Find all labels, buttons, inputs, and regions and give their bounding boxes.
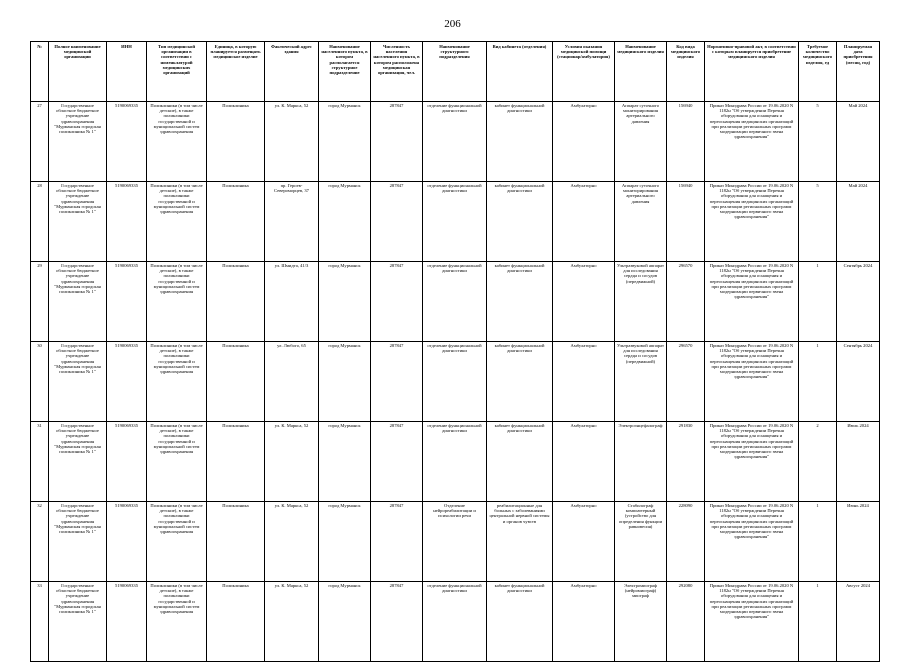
department: отделение функциональной диагностики	[423, 262, 487, 342]
quantity: 1	[799, 582, 837, 662]
population: 287847	[371, 102, 423, 182]
header-cell: Наименование структурного подразделения	[423, 42, 487, 102]
device-code: 296570	[667, 342, 705, 422]
header-cell: Нормативно-правовой акт, в соответствии с которым планируется приобретение медицинского изделия	[705, 42, 799, 102]
quantity: 5	[799, 102, 837, 182]
row-number: 33	[31, 582, 49, 662]
quantity: 1	[799, 262, 837, 342]
care-conditions: Амбулаторно	[553, 102, 615, 182]
table-row	[31, 342, 880, 422]
settlement: город Мурманск	[319, 182, 371, 262]
header-cell: Планируемая дата приобретения (месяц, год)	[837, 42, 880, 102]
header-cell: Тип медицинской организации в соответствии с номенклатурой медицинских организаций	[147, 42, 207, 102]
table-row	[31, 502, 880, 582]
placement-unit: Поликлиника	[207, 182, 265, 262]
inn: 5190069335	[107, 182, 147, 262]
device-name: Аппарат суточного мониторирования артериального давления	[615, 182, 667, 262]
department: отделение функциональной диагностики	[423, 342, 487, 422]
care-conditions: Амбулаторно	[553, 582, 615, 662]
purchase-date: Май 2024	[837, 102, 880, 182]
device-code: 228090	[667, 502, 705, 582]
purchase-date: Июль 2024	[837, 422, 880, 502]
legal-act: Приказ Минздрава России от 19.06.2020 N 1182н "Об утверждении Перечня оборудования для оснащения и переоснащения медицинских организаций при реализации региональных программ модернизации первичного звена здравоохранения"	[705, 102, 799, 182]
address: ул. Любого, 65	[265, 342, 319, 422]
population: 287847	[371, 422, 423, 502]
settlement: город Мурманск	[319, 582, 371, 662]
device-name: Ультразвуковой аппарат для исследования сердца и сосудов (передвижной)	[615, 342, 667, 422]
care-conditions: Амбулаторно	[553, 342, 615, 422]
row-number: 31	[31, 422, 49, 502]
table-header-row	[31, 42, 880, 102]
care-conditions: Амбулаторно	[553, 422, 615, 502]
population: 287847	[371, 182, 423, 262]
cabinet-type: кабинет функциональной диагностики	[487, 182, 553, 262]
inn: 5190069335	[107, 582, 147, 662]
organization-type: Поликлиники (в том числе детские), в также поликлиники государственной и муниципальной систем здравоохранения	[147, 102, 207, 182]
header-cell: Численность населения населенного пункта, в котором расположена медицинская организация, чел.	[371, 42, 423, 102]
header-cell: Вид кабинета (отделения)	[487, 42, 553, 102]
organization-type: Поликлиники (в том числе детские), в также поликлиники государственной и муниципальной систем здравоохранения	[147, 422, 207, 502]
header-cell: Наименование медицинского изделия	[615, 42, 667, 102]
device-code: 296570	[667, 262, 705, 342]
inn: 5190069335	[107, 102, 147, 182]
purchase-date: Сентябрь 2024	[837, 342, 880, 422]
row-number: 27	[31, 102, 49, 182]
organization-type: Поликлиники (в том числе детские), в также поликлиники государственной и муниципальной систем здравоохранения	[147, 262, 207, 342]
population: 287847	[371, 342, 423, 422]
header-cell: Полное наименование медицинской организации	[49, 42, 107, 102]
header-cell: Наименование населенного пункта, в котором располагается структурное подразделение	[319, 42, 371, 102]
table-row	[31, 582, 880, 662]
address: ул. К. Маркса, 52	[265, 422, 319, 502]
organization-name: Государственное областное бюджетное учреждение здравоохранения "Мурманская городская поликлиника № 1"	[49, 502, 107, 582]
legal-act: Приказ Минздрава России от 19.06.2020 N 1182н "Об утверждении Перечня оборудования для оснащения и переоснащения медицинских организаций при реализации региональных программ модернизации первичного звена здравоохранения"	[705, 582, 799, 662]
purchase-date: Август 2024	[837, 582, 880, 662]
placement-unit: Поликлиника	[207, 262, 265, 342]
organization-name: Государственное областное бюджетное учреждение здравоохранения "Мурманская городская поликлиника № 1"	[49, 262, 107, 342]
device-code: 291830	[667, 422, 705, 502]
placement-unit: Поликлиника	[207, 582, 265, 662]
quantity: 5	[799, 182, 837, 262]
header-cell: Требуемое количество медицинского изделия, ед	[799, 42, 837, 102]
organization-type: Поликлиники (в том числе детские), в также поликлиники государственной и муниципальной систем здравоохранения	[147, 502, 207, 582]
address: ул. К. Маркса, 52	[265, 102, 319, 182]
header-cell: №	[31, 42, 49, 102]
population: 287847	[371, 582, 423, 662]
organization-type: Поликлиники (в том числе детские), в также поликлиники государственной и муниципальной систем здравоохранения	[147, 182, 207, 262]
settlement: город Мурманск	[319, 262, 371, 342]
purchase-date: Сентябрь 2024	[837, 262, 880, 342]
quantity: 1	[799, 342, 837, 422]
header-cell: ИНН	[107, 42, 147, 102]
table-row	[31, 262, 880, 342]
device-name: Электромиограф (нейромиограф) миограф	[615, 582, 667, 662]
legal-act: Приказ Минздрава России от 19.06.2020 N 1182н "Об утверждении Перечня оборудования для оснащения и переоснащения медицинских организаций при реализации региональных программ модернизации первичного звена здравоохранения"	[705, 182, 799, 262]
address: ул. К. Маркса, 52	[265, 502, 319, 582]
row-number: 30	[31, 342, 49, 422]
device-name: Стабилограф компьютерный (устройство для определения функции равновесия)	[615, 502, 667, 582]
organization-type: Поликлиники (в том числе детские), в также поликлиники государственной и муниципальной систем здравоохранения	[147, 582, 207, 662]
organization-name: Государственное областное бюджетное учреждение здравоохранения "Мурманская городская поликлиника № 1"	[49, 102, 107, 182]
device-name: Аппарат суточного мониторирования артериального давления	[615, 102, 667, 182]
department: отделение функциональной диагностики	[423, 422, 487, 502]
device-code: 292080	[667, 582, 705, 662]
address: пр. Героев-Североморцев, 37	[265, 182, 319, 262]
settlement: город Мурманск	[319, 502, 371, 582]
placement-unit: Поликлиника	[207, 102, 265, 182]
quantity: 1	[799, 502, 837, 582]
legal-act: Приказ Минздрава России от 19.06.2020 N 1182н "Об утверждении Перечня оборудования для оснащения и переоснащения медицинских организаций при реализации региональных программ модернизации первичного звена здравоохранения"	[705, 502, 799, 582]
settlement: город Мурманск	[319, 342, 371, 422]
inn: 5190069335	[107, 262, 147, 342]
cabinet-type: реабилитационные для больных с заболеваниями центральной нервной системы и органов чувств	[487, 502, 553, 582]
purchase-date: Июнь 2024	[837, 502, 880, 582]
address: ул. К. Маркса, 52	[265, 582, 319, 662]
device-code: 156940	[667, 182, 705, 262]
table-row	[31, 102, 880, 182]
department: отделение функциональной диагностики	[423, 182, 487, 262]
settlement: город Мурманск	[319, 422, 371, 502]
row-number: 28	[31, 182, 49, 262]
device-name: Ультразвуковой аппарат для исследования сердца и сосудов (передвижной)	[615, 262, 667, 342]
department: отделение функциональной диагностики	[423, 582, 487, 662]
table-row	[31, 182, 880, 262]
cabinet-type: кабинет функциональной диагностики	[487, 102, 553, 182]
placement-unit: Поликлиника	[207, 342, 265, 422]
population: 287847	[371, 262, 423, 342]
inn: 5190069335	[107, 422, 147, 502]
device-code: 156940	[667, 102, 705, 182]
equipment-table	[30, 41, 880, 662]
legal-act: Приказ Минздрава России от 19.06.2020 N 1182н "Об утверждении Перечня оборудования для оснащения и переоснащения медицинских организаций при реализации региональных программ модернизации первичного звена здравоохранения"	[705, 422, 799, 502]
organization-name: Государственное областное бюджетное учреждение здравоохранения "Мурманская городская поликлиника № 1"	[49, 182, 107, 262]
legal-act: Приказ Минздрава России от 19.06.2020 N 1182н "Об утверждении Перечня оборудования для оснащения и переоснащения медицинских организаций при реализации региональных программ модернизации первичного звена здравоохранения"	[705, 262, 799, 342]
organization-type: Поликлиники (в том числе детские), в также поликлиники государственной и муниципальной систем здравоохранения	[147, 342, 207, 422]
cabinet-type: кабинет функциональной диагностики	[487, 422, 553, 502]
device-name: Электроэнцефалограф	[615, 422, 667, 502]
header-cell: Единица, в которую планируется размещать медицинское изделие	[207, 42, 265, 102]
department: отделение функциональной диагностики	[423, 102, 487, 182]
address: ул. Шмидта, 41/3	[265, 262, 319, 342]
population: 287847	[371, 502, 423, 582]
header-cell: Условия оказания медицинской помощи (стационар/амбулатория)	[553, 42, 615, 102]
department: Отделение нейрореабилитации и психологии речи	[423, 502, 487, 582]
organization-name: Государственное областное бюджетное учреждение здравоохранения "Мурманская городская поликлиника № 1"	[49, 422, 107, 502]
inn: 5190069335	[107, 342, 147, 422]
page-number: 206	[444, 18, 461, 30]
table-row	[31, 422, 880, 502]
header-cell: Код вида медицинского изделия	[667, 42, 705, 102]
organization-name: Государственное областное бюджетное учреждение здравоохранения "Мурманская городская поликлиника № 1"	[49, 582, 107, 662]
care-conditions: Амбулаторно	[553, 182, 615, 262]
cabinet-type: кабинет функциональной диагностики	[487, 262, 553, 342]
cabinet-type: кабинет функциональной диагностики	[487, 582, 553, 662]
quantity: 2	[799, 422, 837, 502]
placement-unit: Поликлиника	[207, 422, 265, 502]
cabinet-type: кабинет функциональной диагностики	[487, 342, 553, 422]
care-conditions: Амбулаторно	[553, 502, 615, 582]
row-number: 32	[31, 502, 49, 582]
legal-act: Приказ Минздрава России от 19.06.2020 N 1182н "Об утверждении Перечня оборудования для оснащения и переоснащения медицинских организаций при реализации региональных программ модернизации первичного звена здравоохранения"	[705, 342, 799, 422]
placement-unit: Поликлиника	[207, 502, 265, 582]
settlement: город Мурманск	[319, 102, 371, 182]
row-number: 29	[31, 262, 49, 342]
inn: 5190069335	[107, 502, 147, 582]
care-conditions: Амбулаторно	[553, 262, 615, 342]
organization-name: Государственное областное бюджетное учреждение здравоохранения "Мурманская городская поликлиника № 1"	[49, 342, 107, 422]
purchase-date: Май 2024	[837, 182, 880, 262]
header-cell: Фактический адрес здания	[265, 42, 319, 102]
